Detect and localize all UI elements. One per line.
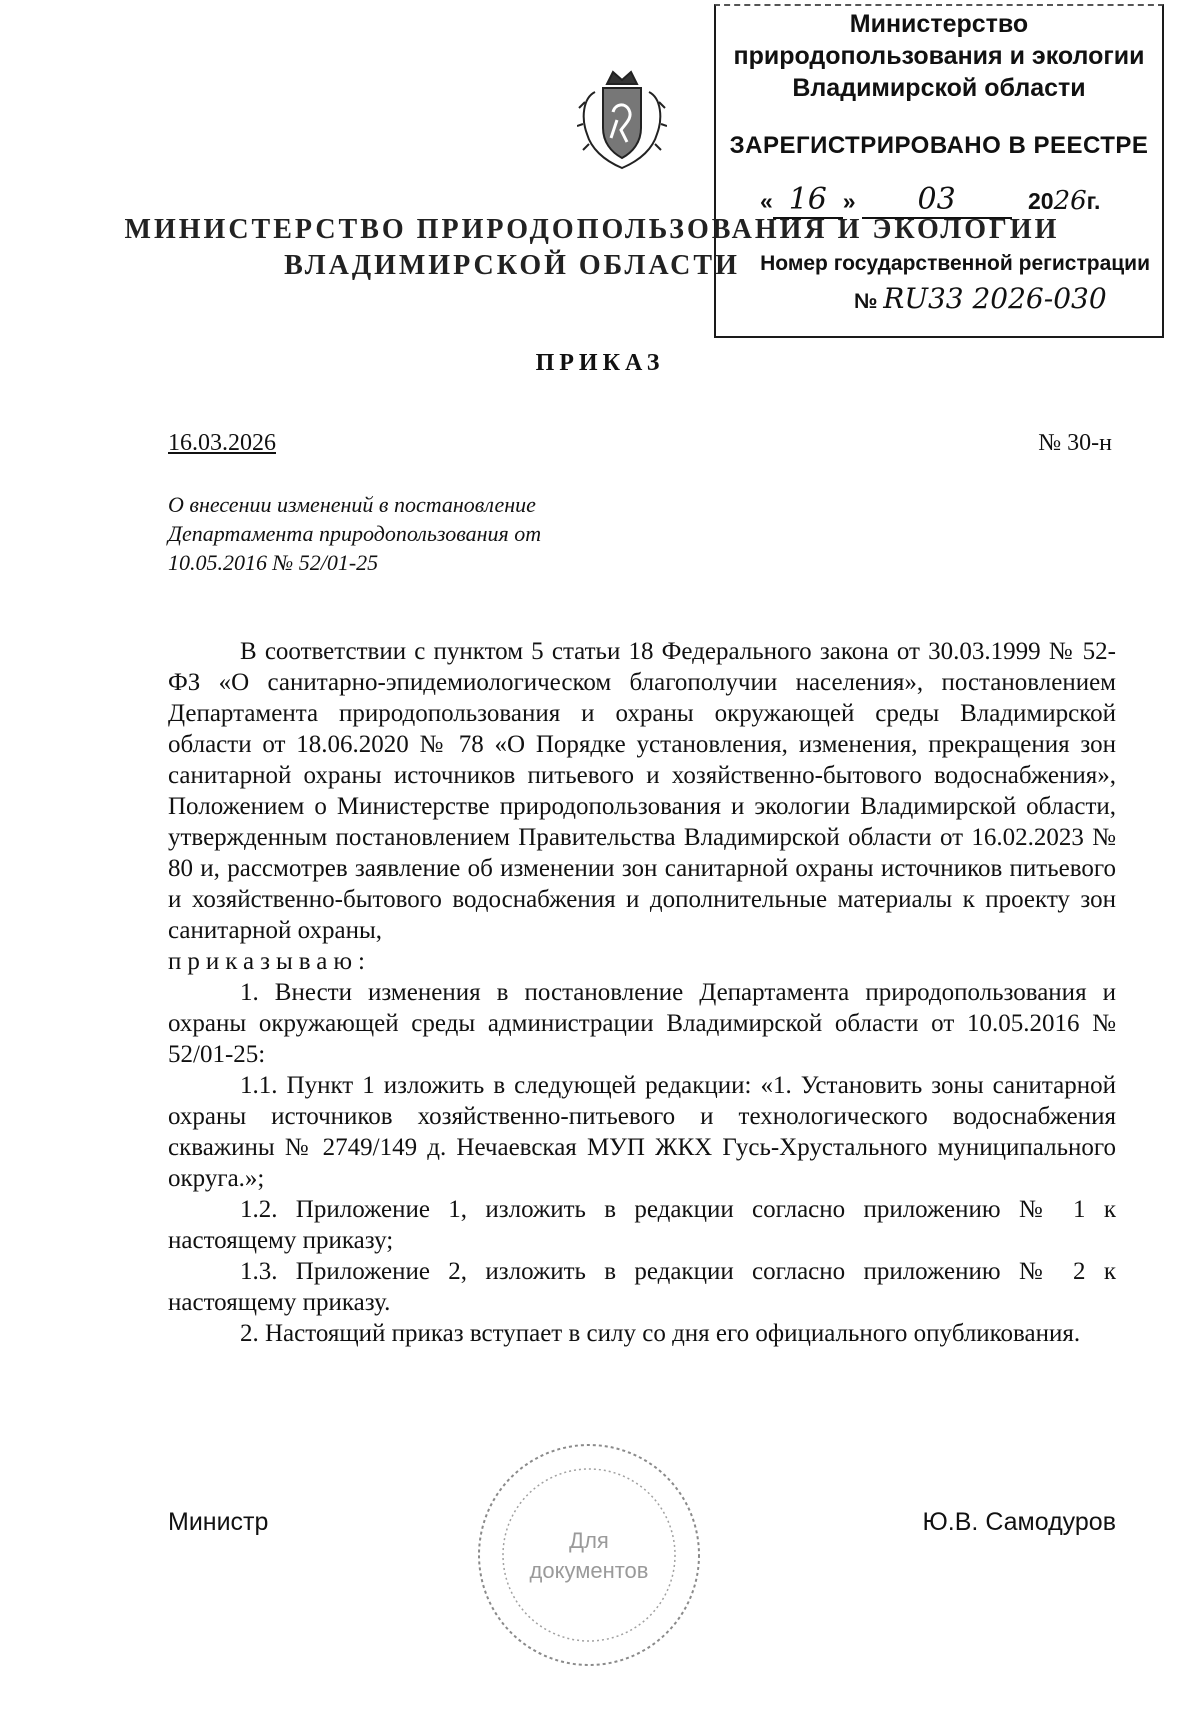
item-1-1: 1.1. Пункт 1 изложить в следующей редакции: «1. Установить зоны санитарной охраны источников хозяйственно-питьевого и технологического водоснабжения скважины № 2749/149 д. Нечаевская МУП ЖКХ Гусь-Хрустального муниципального округа.»; <box>168 1072 1116 1192</box>
registration-stamp <box>714 4 1164 338</box>
stamp-org-line: Министерство <box>849 10 1029 38</box>
ministry-title-line1: МИНИСТЕРСТВО ПРИРОДОПОЛЬЗОВАНИЯ И ЭКОЛОГИИ <box>124 214 1060 245</box>
stamp-year <box>1028 188 1100 214</box>
subject-line: Департамента природопользования от <box>168 521 542 546</box>
item-2: 2. Настоящий приказ вступает в силу со дня его официального опубликования. <box>240 1320 1081 1347</box>
ministry-title-line2: ВЛАДИМИРСКОЙ ОБЛАСТИ <box>284 250 740 281</box>
preamble-paragraph: В соответствии с пунктом 5 статьи 18 Федерального закона от 30.03.1999 № 52-ФЗ «О санитарно-эпидемиологическом благополучии населения», постановлением Департамента природопользования и охраны окружающей среды Владимирской области от 18.06.2020 № 78 «О Порядке установления, изменения, прекращения зон санитарной охраны источников питьевого и хозяйственно-бытового водоснабжения», Положением о Министерстве природопользования и экологии Владимирской области, утвержденным постановлением Правительства Владимирской области от 16.02.2023 № 80 и, рассмотрев заявление об изменении зон санитарной охраны источников питьевого и хозяйственно-бытового водоснабжения и дополнительные материалы к проекту зон санитарной охраны, <box>168 638 1116 944</box>
stamp-quote-close: » <box>842 188 856 214</box>
subject-line: 10.05.2016 № 52/01-25 <box>168 550 379 575</box>
stamp-year-unit: г. <box>1086 188 1101 214</box>
signature-name: Ю.В. Самодуров <box>922 1508 1116 1536</box>
stamp-year-prefix: 20 <box>1027 188 1054 214</box>
order-date: 16.03.2026 <box>168 430 276 456</box>
document-type: ПРИКАЗ <box>535 350 665 376</box>
item-1-2: 1.2. Приложение 1, изложить в редакции согласно приложению № 1 к настоящему приказу; <box>168 1196 1116 1254</box>
subject-line: О внесении изменений в постановление <box>168 492 536 517</box>
seal-text: документов <box>529 1558 649 1583</box>
stamp-number-label: Номер государственной регистрации <box>760 252 1150 275</box>
seal-text: Для <box>569 1528 609 1553</box>
stamp-org-line: Владимирской области <box>792 74 1086 102</box>
stamp-org-line: природопользования и экологии <box>733 42 1145 70</box>
stamp-number-row <box>854 282 1107 315</box>
stamp-number-value: RU33 2026-030 <box>883 282 1107 315</box>
order-body <box>168 636 1116 1349</box>
coat-of-arms-emblem <box>577 68 667 176</box>
item-1: 1. Внести изменения в постановление Департамента природопользования и охраны окружающей среды администрации Владимирской области от 10.05.2016 № 52/01-25: <box>168 979 1116 1068</box>
stamp-month: 03 <box>917 182 956 217</box>
stamp-organization <box>716 8 1162 104</box>
item-1-3: 1.3. Приложение 2, изложить в редакции согласно приложению № 2 к настоящему приказу. <box>168 1258 1116 1316</box>
stamp-number-sign: № <box>854 290 878 313</box>
order-number: № 30-н <box>1038 430 1112 456</box>
stamp-year-suffix: 26 <box>1053 186 1087 216</box>
command-word: приказываю: <box>168 948 371 975</box>
signature-role: Министр <box>168 1508 269 1536</box>
stamp-status: ЗАРЕГИСТРИРОВАНО В РЕЕСТРЕ <box>729 132 1149 159</box>
order-subject <box>168 490 541 577</box>
round-seal <box>474 1440 704 1670</box>
stamp-day: 16 <box>788 182 827 217</box>
stamp-quote-open: « <box>760 188 773 214</box>
